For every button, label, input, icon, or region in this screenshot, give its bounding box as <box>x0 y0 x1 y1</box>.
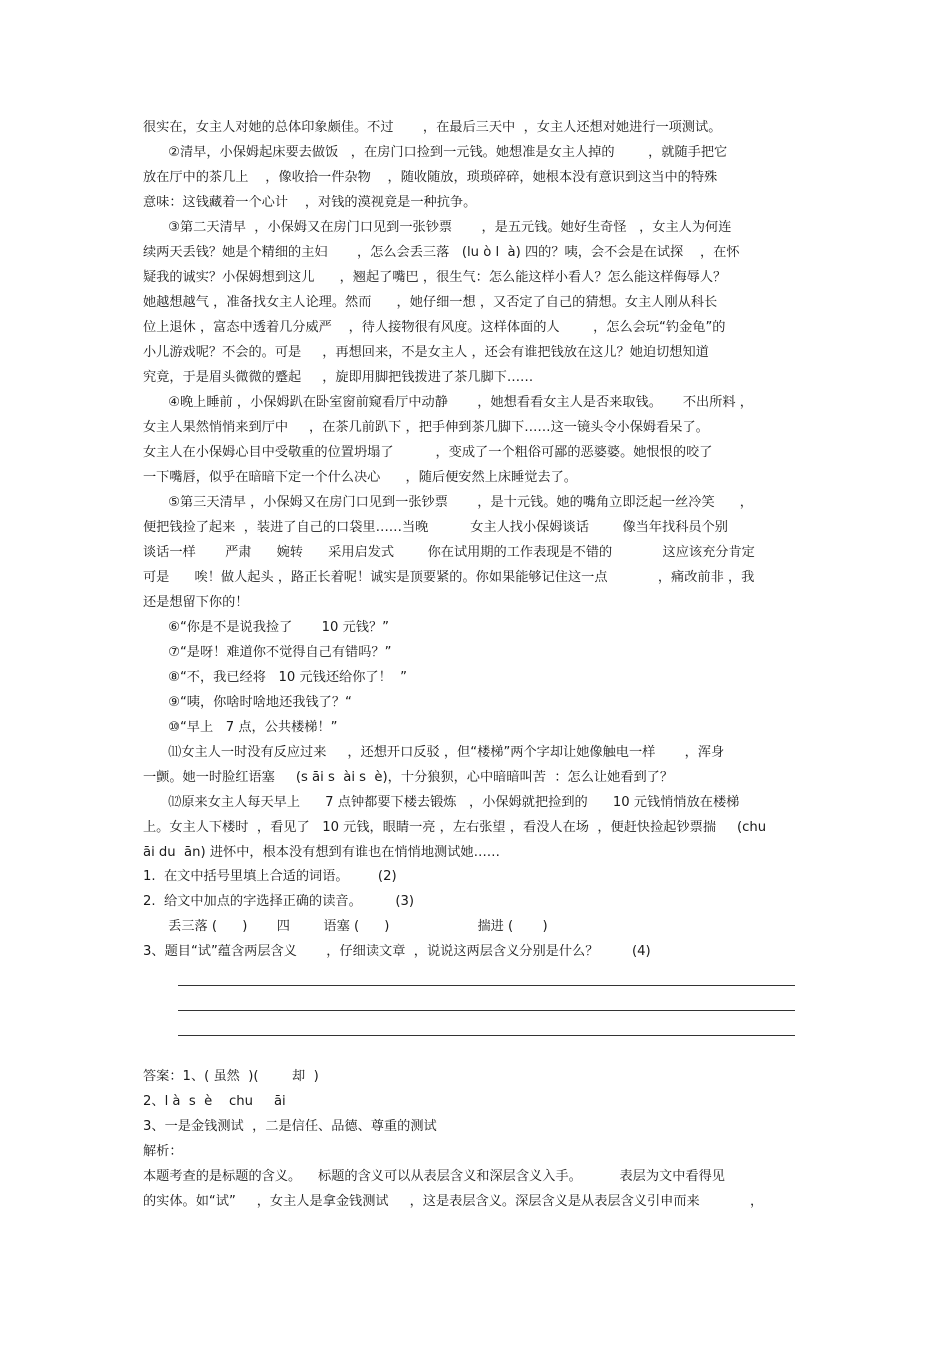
question-line: 丢三落 ( ) 四 语塞 ( ) 揣进 ( ) <box>143 919 548 934</box>
article-line: ⑿原来女主人每天早上 7 点钟都要下楼去锻炼 ，小保姆就把捡到的 10 元钱悄悄放在楼梯 <box>143 795 740 810</box>
answer-line <box>178 985 795 986</box>
article-line: 放在厅中的茶几上 ，像收拾一件杂物 ，随收随放，琐琐碎碎，她根本没有意识到这当中的特殊 <box>143 170 718 185</box>
article-line: 女主人果然悄悄来到厅中 ，在茶几前趴下 ，把手伸到茶几脚下……这一镜头令小保姆看呆了。 <box>143 420 709 435</box>
article-line: ⑥“你是不是说我捡了 10 元钱？” <box>143 620 390 635</box>
question-line: 3、题目“试”蕴含两层含义 ，仔细读文章 ，说说这两层含义分别是什么？ (4) <box>143 944 651 959</box>
answer-line <box>178 1035 795 1036</box>
article-line: 便把钱捡了起来 ，装进了自己的口袋里……当晚 女主人找小保姆谈话 像当年找科员个别 <box>143 520 728 535</box>
article-line: ⑧“不，我已经将 10 元钱还给你了！ ” <box>143 670 408 685</box>
article-line: 可是 唉！做人起头 ，路正长着呢！诚实是顶要紧的。你如果能够记住这一点 ，痛改前非 ，我 <box>143 570 755 585</box>
article-line: 她越想越气 ，准备找女主人论理。然而 ，她仔细一想 ，又否定了自己的猜想。女主人刚从科长 <box>143 295 718 310</box>
answer-text-line: 解析： <box>143 1144 183 1159</box>
article-line: ⑤第三天清早 ，小保姆又在房门口见到一张钞票 ，是十元钱。她的嘴角立即泛起一丝冷笑 ， <box>143 495 753 510</box>
article-line: ⑩“早上 7 点，公共楼梯！” <box>143 720 338 735</box>
article-line: 还是想留下你的！ <box>143 595 249 610</box>
article-line: 意味：这钱藏着一个心计 ，对钱的漠视竟是一种抗争。 <box>143 195 477 210</box>
article-line: ②清早，小保姆起床要去做饭 ，在房门口捡到一元钱。她想准是女主人掉的 ，就随手把它 <box>143 145 728 160</box>
article-line: ⑦“是呀！难道你不觉得自己有错吗？” <box>143 645 392 660</box>
article-line: 续两天丢钱？她是个精细的主妇 ，怎么会丢三落 (lu ò l à) 四的？咦，会不会是在试探 ，在怀 <box>143 245 740 260</box>
article-line: 一下嘴唇，似乎在暗暗下定一个什么决心 ，随后便安然上床睡觉去了。 <box>143 470 577 485</box>
article-line: 上。女主人下楼时 ，看见了 10 元钱，眼睛一亮 ，左右张望 ，看没人在场 ，便赶快捡起钞票揣 (chu <box>143 820 767 835</box>
article-line: āi du ān) 进怀中，根本没有想到有谁也在悄悄地测试她…… <box>143 845 500 860</box>
answer-text-line: 2、l à s è chu āi <box>143 1094 286 1109</box>
answer-text-line: 3、一是金钱测试 ，二是信任、品德、尊重的测试 <box>143 1119 437 1134</box>
article-line: ④晚上睡前 ，小保姆趴在卧室窗前窥看厅中动静 ，她想看看女主人是否来取钱。 不出所料 ， <box>143 395 753 410</box>
question-line: 1. 在文中括号里填上合适的词语。 (2) <box>143 869 397 884</box>
article-line: 一颤。她一时脸红语塞 (s āi s ài s è)，十分狼狈，心中暗暗叫苦 ：怎么让她看到了？ <box>143 770 674 785</box>
article-line: ③第二天清早 ，小保姆又在房门口见到一张钞票 ，是五元钱。她好生奇怪 ，女主人为何连 <box>143 220 732 235</box>
article-line: 很实在，女主人对她的总体印象颇佳。不过 ，在最后三天中 ，女主人还想对她进行一项测试。 <box>143 120 722 135</box>
answer-line <box>178 1010 795 1011</box>
article-line: 女主人在小保姆心目中受敬重的位置坍塌了 ，变成了一个粗俗可鄙的恶婆婆。她恨恨的咬了 <box>143 445 713 460</box>
article-line: ⑨“咦，你啥时啥地还我钱了？“ <box>143 695 352 710</box>
answer-text-line: 答案：1、( 虽然 )( 却 ) <box>143 1069 319 1084</box>
answer-text-line: 的实体。如“试” ，女主人是拿金钱测试 ，这是表层含义。深层含义是从表层含义引申而来 ， <box>143 1194 764 1209</box>
article-line: 谈话一样 严肃 婉转 采用启发式 你在试用期的工作表现是不错的 这应该充分肯定 <box>143 545 755 560</box>
article-line: ⑾女主人一时没有反应过来 ，还想开口反驳 ，但“楼梯”两个字却让她像触电一样 ，浑身 <box>143 745 725 760</box>
article-line: 小儿游戏呢？不会的。可是 ，再想回来，不是女主人 ，还会有谁把钱放在这儿？她迫切想知道 <box>143 345 709 360</box>
article-line: 究竟，于是眉头微微的蹙起 ，旋即用脚把钱拨进了茶几脚下…… <box>143 370 534 385</box>
question-line: 2. 给文中加点的字选择正确的读音。 (3) <box>143 894 414 909</box>
article-line: 疑我的诚实？小保姆想到这儿 ，翘起了嘴巴 ，很生气：怎么能这样小看人？怎么能这样侮辱人？ <box>143 270 727 285</box>
answer-text-line: 本题考查的是标题的含义。 标题的含义可以从表层含义和深层含义入手。 表层为文中看得见 <box>143 1169 725 1184</box>
article-line: 位上退休 ，富态中透着几分威严 ，待人接物很有风度。这样体面的人 ，怎么会玩“钓金龟”的 <box>143 320 726 335</box>
